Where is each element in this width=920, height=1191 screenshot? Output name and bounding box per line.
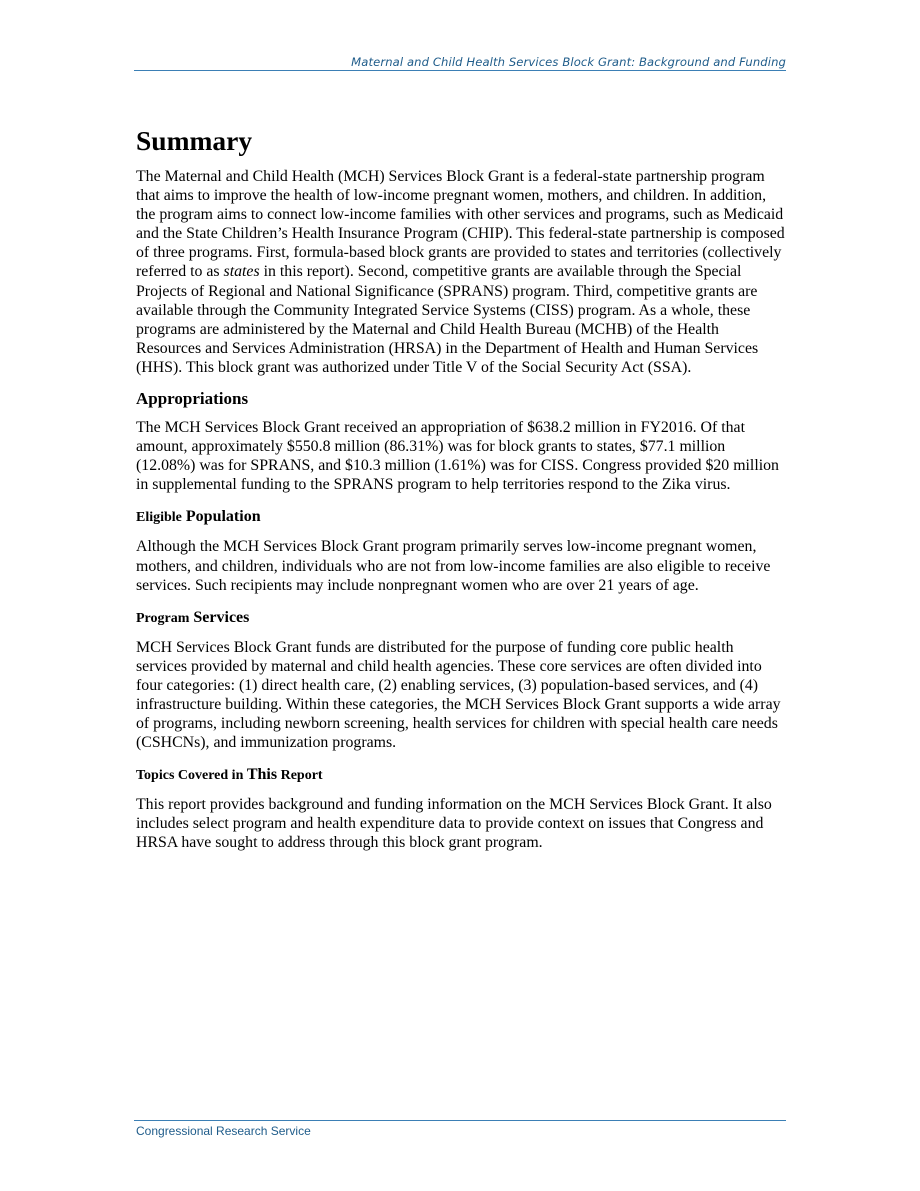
eligible-population-heading bbox=[136, 507, 786, 528]
summary-text-part-2: in this report). Second, competitive grants are available through the Special Projects of Regional and National Significance (SPRANS) program. Third, competitive grants are available through the Community Integrated Service Systems (CISS) program. As a whole, these programs are administered by the Maternal and Child Health Bureau (MCHB) of the Health Resources and Services Administration (HRSA) in the Department of Health and Human Services (HHS). This block grant was authorized under Title V of the Social Security Act (SSA). bbox=[136, 263, 759, 376]
summary-heading: Summary bbox=[136, 125, 253, 156]
topics-covered-heading-part-2: This bbox=[246, 766, 278, 784]
running-header-title: Maternal and Child Health Services Block Grant: Background and Funding bbox=[351, 55, 786, 69]
topics-covered-heading bbox=[136, 765, 786, 786]
topics-covered-paragraph: This report provides background and funding information on the MCH Services Block Grant. It also includes select program and health expenditure data to provide context on issues that Congress and HRSA have sought to address through this block grant program. bbox=[136, 796, 772, 852]
program-services-heading-part-2: Services bbox=[189, 608, 250, 626]
topics-covered-heading-part-1: Topics Covered in bbox=[136, 768, 247, 784]
appropriations-heading: Appropriations bbox=[136, 389, 249, 409]
summary-text-part-1: The Maternal and Child Health (MCH) Services Block Grant is a federal-state partnership program that aims to improve the health of low-income pregnant women, mothers, and children. In addition, the program aims to connect low-income families with other services and programs, such as Medicaid and the State Children’s Health Insurance Program (CHIP). This federal-state partnership is composed of three programs. First, formula-based block grants are provided to states and territories (collectively referred to as bbox=[136, 168, 785, 281]
report-content bbox=[136, 124, 786, 862]
summary-paragraph bbox=[136, 167, 786, 377]
eligible-population-heading-part-1: Eligible bbox=[136, 510, 182, 526]
summary-italic-term: states bbox=[223, 263, 260, 281]
program-services-heading bbox=[136, 608, 786, 629]
program-services-paragraph: MCH Services Block Grant funds are distributed for the purpose of funding core public health services provided by maternal and child health agencies. These core services are often divided into four categories: (1) direct health care, (2) enabling services, (3) population-based services, and (4) infrastructure building. Within these categories, the MCH Services Block Grant supports a wide array of programs, including newborn screening, health services for children with special health care needs (CSHCNs), and immunization programs. bbox=[136, 638, 781, 752]
topics-covered-heading-part-3: Report bbox=[277, 768, 323, 784]
footer-publisher: Congressional Research Service bbox=[136, 1124, 311, 1138]
appropriations-paragraph: The MCH Services Block Grant received an appropriation of $638.2 million in FY2016. Of that amount, approximately $550.8 million (86.31%) was for block grants to states, $77.1 million (12.08%) was for SPRANS, and $10.3 million (1.61%) was for CISS. Congress provided $20 million in supplemental funding to the SPRANS program to help territories respond to the Zika virus. bbox=[136, 419, 779, 494]
page-header bbox=[134, 54, 786, 71]
eligible-population-heading-part-2: Population bbox=[181, 508, 261, 526]
program-services-heading-part-1: Program bbox=[136, 610, 190, 626]
eligible-population-paragraph: Although the MCH Services Block Grant program primarily serves low-income pregnant women, mothers, and children, individuals who are not from low-income families are also eligible to receive services. Such recipients may include nonpregnant women who are over 21 years of age. bbox=[136, 538, 771, 594]
page-footer bbox=[134, 1120, 786, 1138]
